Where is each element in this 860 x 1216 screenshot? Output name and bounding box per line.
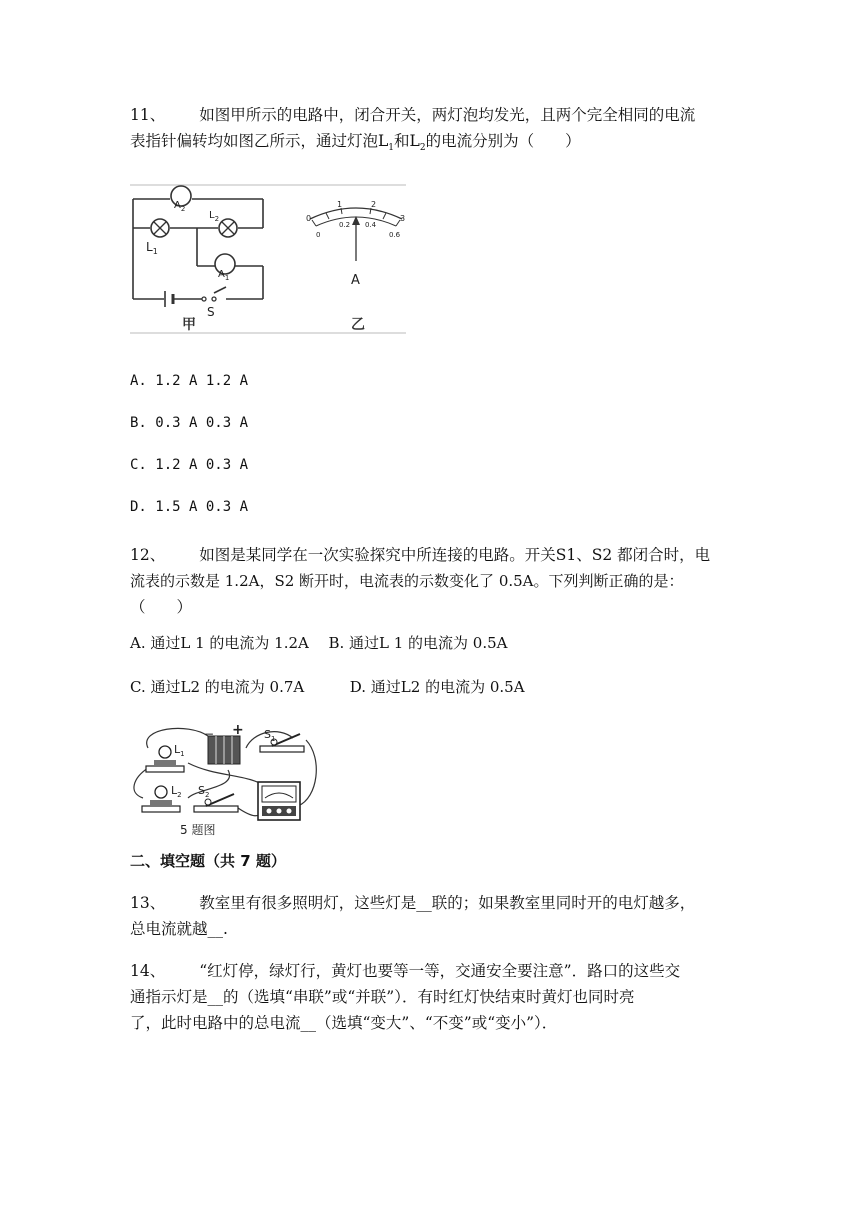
question-11-text-2a: 表指针偏转均如图乙所示，通过灯泡L: [130, 132, 389, 150]
meter-top-tick-2: 2: [371, 200, 377, 209]
question-12-options-row-2: [130, 674, 730, 700]
battery-minus: −: [204, 727, 215, 741]
question-12-options: [130, 630, 730, 700]
question-12: [130, 542, 730, 620]
meter-bottom-tick-3: 0.6: [389, 231, 401, 239]
question-11-line-2: [130, 128, 730, 154]
question-14-line-1: [130, 958, 730, 984]
question-12-options-row-1: [130, 630, 730, 656]
figure-circuit-meter: [130, 183, 406, 335]
question-12-number: 12、: [130, 546, 166, 564]
lamp-l2-label: $L_2$: [209, 210, 220, 223]
meter-top-tick-1: 1: [337, 200, 343, 209]
caption-jia: 甲: [182, 317, 196, 333]
meter-top-tick-3: 3: [400, 214, 406, 223]
caption-yi: 乙: [351, 317, 365, 333]
question-11-text-2b: 和L: [394, 132, 420, 150]
question-12-line-3: （ ）: [130, 598, 193, 616]
meter-unit: A: [351, 273, 360, 288]
question-12-line-1: [130, 542, 730, 568]
lamp-l1-label: $L_1$: [146, 240, 158, 256]
meter-bottom-tick-1: 0.2: [339, 221, 351, 229]
question-12-line-2: 流表的示数是 1.2A，S2 断开时，电流表的示数变化了 0.5A。下列判断正确的是：: [130, 572, 684, 590]
question-13: [130, 890, 730, 942]
meter-top-tick-0: 0: [306, 214, 312, 223]
section-title: 二、填空题（共 7 题）: [130, 852, 286, 870]
option-c[interactable]: C. 1.2 A 0.3 A: [130, 457, 249, 473]
option-a[interactable]: A. 1.2 A 1.2 A: [130, 373, 249, 389]
subscript: 2: [419, 143, 426, 154]
figure-experiment-circuit: [128, 718, 324, 840]
option-d[interactable]: D. 1.5 A 0.3 A: [130, 499, 249, 515]
switch-icon: [202, 297, 216, 301]
question-11-line-1: [130, 102, 730, 128]
ammeter-a1-label: $A_1$: [218, 269, 230, 282]
option-a[interactable]: A. 通过L 1 的电流为 1.2A: [130, 634, 309, 652]
question-11: [130, 102, 730, 154]
ammeter-a2-label: $A_2$: [174, 200, 186, 213]
question-14-text-1: “红灯停，绿灯行，黄灯也要等一等，交通安全要注意”．路口的这些交: [199, 962, 681, 980]
ammeter-icon: [258, 782, 300, 820]
switch-s1-label: $S_1$: [264, 728, 276, 743]
question-13-number: 13、: [130, 894, 166, 912]
option-b[interactable]: B. 0.3 A 0.3 A: [130, 415, 249, 431]
switch-s-label: S: [207, 305, 215, 319]
question-13-line-1: [130, 890, 730, 916]
figure-caption: 5 题图: [180, 823, 216, 837]
question-11-options: [130, 371, 730, 517]
question-11-text-1: 如图甲所示的电路中，闭合开关，两灯泡均发光，且两个完全相同的电流: [199, 106, 696, 124]
question-14-line-2: 通指示灯是__的（选填“串联”或“并联”）．有时红灯快结束时黄灯也同时亮: [130, 988, 635, 1006]
meter-bottom-tick-0: 0: [316, 231, 321, 239]
question-14-number: 14、: [130, 962, 166, 980]
option-c[interactable]: C. 通过L2 的电流为 0.7A: [130, 678, 305, 696]
ammeter-dial: [306, 200, 405, 288]
switch-s2-label: $S_2$: [198, 784, 210, 799]
option-d[interactable]: D. 通过L2 的电流为 0.5A: [349, 678, 525, 696]
subscript: 1: [388, 143, 395, 154]
battery-icon: [165, 291, 173, 307]
question-13-line-2: 总电流就越__.: [130, 920, 228, 938]
question-13-text-1: 教室里有很多照明灯，这些灯是__联的；如果教室里同时开的电灯越多，: [199, 894, 696, 912]
meter-bottom-tick-2: 0.4: [365, 221, 377, 229]
lamp-l2-label: $L_2$: [171, 784, 182, 799]
lamp-l2-icon: [219, 219, 237, 237]
lamp-l1-icon: [151, 219, 169, 237]
question-14-line-3: 了，此时电路中的总电流__（选填“变大”、“不变”或“变小”）．: [130, 1014, 558, 1032]
battery-plus: +: [232, 722, 244, 738]
question-14: [130, 958, 730, 1036]
question-11-text-2c: 的电流分别为（ ）: [425, 132, 581, 150]
lamp-l1-label: $L_1$: [174, 743, 185, 758]
question-12-text-1: 如图是某同学在一次实验探究中所连接的电路。开关S1、S2 都闭合时，电: [199, 546, 711, 564]
question-11-number: 11、: [130, 106, 166, 124]
option-b[interactable]: B. 通过L 1 的电流为 0.5A: [328, 634, 508, 652]
